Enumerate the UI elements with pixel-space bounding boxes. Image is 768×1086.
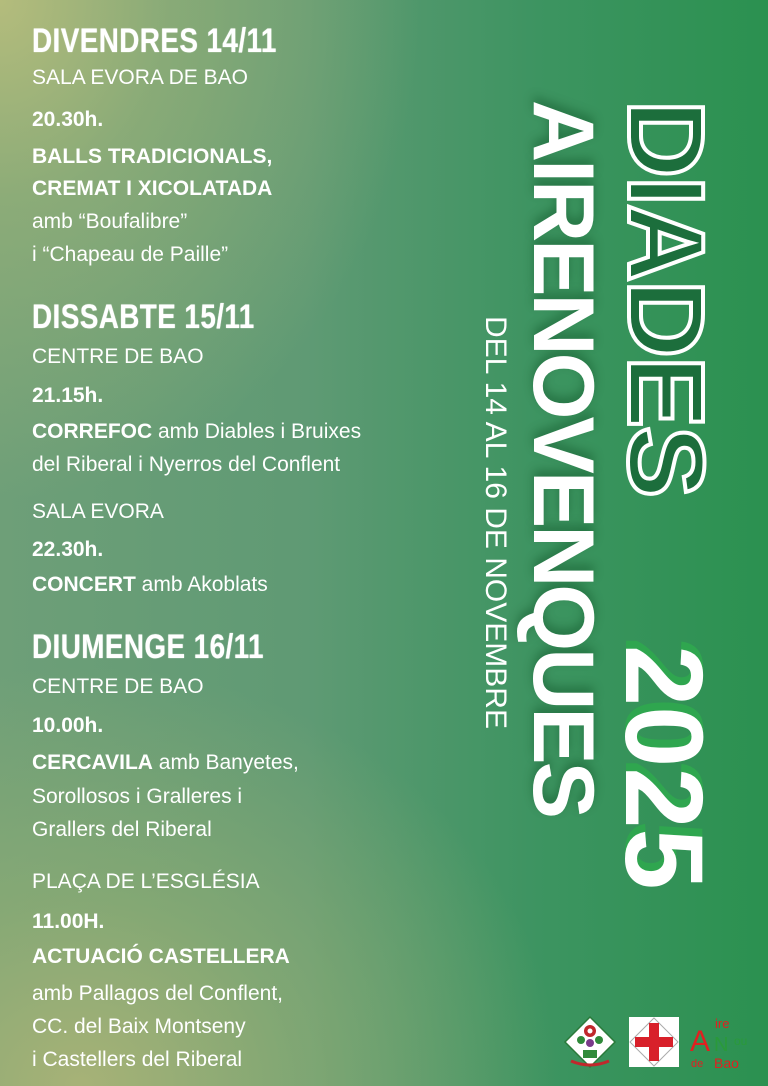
event-name: CERCAVILA bbox=[32, 751, 153, 774]
event-name: CONCERT bbox=[32, 573, 136, 596]
event-line: Grallers del Riberal bbox=[32, 818, 212, 841]
event-line: Sorollosos i Gralleres i bbox=[32, 785, 243, 808]
event-line bbox=[32, 573, 268, 597]
day-heading-friday: DIVENDRES 14/11 bbox=[32, 22, 277, 60]
title-airenovenques: AIRENOVENQUES bbox=[515, 100, 611, 817]
event-line: amb Pallagos del Conflent, bbox=[32, 982, 283, 1005]
time: 11.00H. bbox=[32, 910, 105, 933]
event-text: amb Banyetes, bbox=[152, 751, 299, 774]
event-text: amb Diables i Bruixes bbox=[152, 420, 362, 443]
place: SALA EVORA DE BAO bbox=[32, 66, 248, 89]
time: 10.00h. bbox=[32, 714, 104, 737]
event-name: CORREFOC bbox=[32, 420, 153, 443]
event-line: del Riberal i Nyerros del Conflent bbox=[32, 453, 341, 476]
event-line: BALLS TRADICIONALS, bbox=[32, 145, 273, 168]
town-crest-logo bbox=[563, 1015, 617, 1069]
catalan-cross-logo bbox=[627, 1015, 681, 1069]
place: SALA EVORA bbox=[32, 500, 164, 523]
logo-word-de: de bbox=[691, 1058, 704, 1070]
event-line: CREMAT I XICOLATADA bbox=[32, 177, 273, 200]
time: 21.15h. bbox=[32, 384, 104, 407]
logo-word-bao: Bao bbox=[714, 1055, 739, 1071]
place: CENTRE DE BAO bbox=[32, 345, 204, 368]
event-line: i Castellers del Riberal bbox=[32, 1048, 243, 1071]
event-line: amb “Boufalibre” bbox=[32, 210, 188, 233]
logo-letter-n: N bbox=[714, 1034, 729, 1056]
day-heading-saturday: DISSABTE 15/11 bbox=[32, 298, 255, 336]
date-range: DEL 14 AL 16 DE NOVEMBRE bbox=[479, 316, 512, 729]
event-line: ACTUACIÓ CASTELLERA bbox=[32, 945, 290, 968]
logo-letter-a: A bbox=[690, 1025, 711, 1058]
day-heading-sunday: DIUMENGE 16/11 bbox=[32, 628, 264, 666]
event-line bbox=[32, 420, 361, 444]
aire-nou-de-bao-logo bbox=[690, 1015, 754, 1069]
place: CENTRE DE BAO bbox=[32, 675, 204, 698]
time: 20.30h. bbox=[32, 108, 104, 131]
event-line: i “Chapeau de Paille” bbox=[32, 243, 229, 266]
logo-word-ou: ou bbox=[734, 1034, 748, 1048]
title-year: 2025 bbox=[602, 645, 725, 890]
logo-word-ire: ire bbox=[715, 1016, 730, 1031]
event-line bbox=[32, 751, 299, 775]
event-line: CC. del Baix Montseny bbox=[32, 1015, 246, 1038]
place: PLAÇA DE L’ESGLÉSIA bbox=[32, 870, 260, 893]
time: 22.30h. bbox=[32, 538, 104, 561]
event-text: amb Akoblats bbox=[135, 573, 268, 596]
title-diades: DIADES bbox=[606, 100, 727, 497]
